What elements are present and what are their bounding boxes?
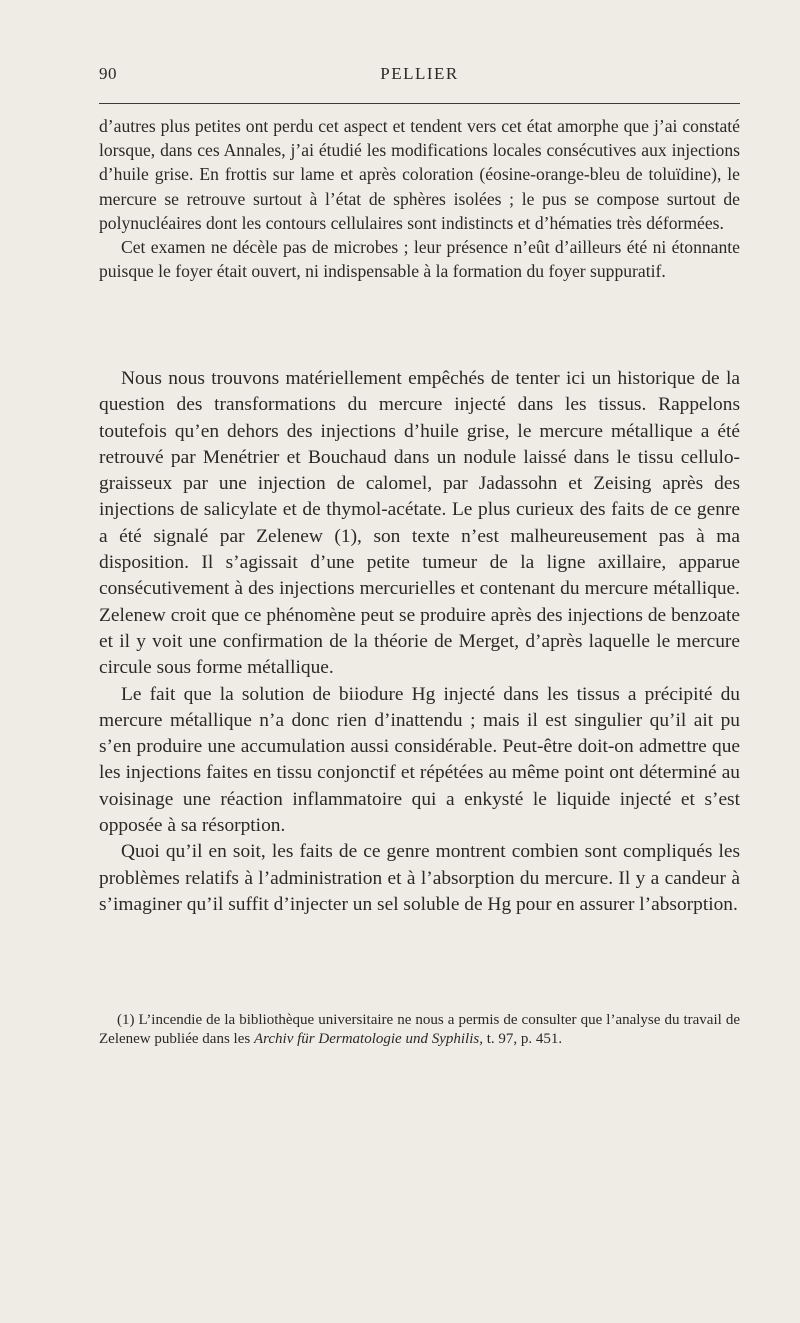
footnote-text (99, 1011, 740, 1048)
paragraph-continued: d’autres plus petites ont perdu cet aspect et tendent vers cet état amorphe que j’ai constaté lorsque, dans ces Annales, j’ai étudié les modifications locales consécutives aux injections d’huile grise. En frottis sur lame et après coloration (éosine-orange-bleu de toluïdine), le mercure se retrouve surtout à l’état de sphères isolées ; le pus se compose surtout de polynucléaires dont les contours cellulaires sont indistincts et d’hématies très déformées. (99, 116, 740, 233)
journal-title: Archiv für Dermatologie und Syphilis (253, 1030, 480, 1047)
paragraph: Cet examen ne décèle pas de microbes ; leur présence n’eût d’ailleurs été ni étonnante puisque le foyer était ouvert, ni indispensable à la formation du foyer suppuratif. (99, 237, 740, 282)
paragraph: Nous nous trouvons matériellement empêchés de tenter ici un historique de la question des transformations du mercure injecté dans les tissus. Rappelons toutefois qu’en dehors des injections d’huile grise, le mercure métallique a été retrouvé par Menétrier et Bouchaud dans un nodule laissé dans le tissu cellulo-graisseux par une injection de calomel, par Jadassohn et Zeising après des injections de salicylate et de thymol-acétate. Le plus curieux des faits de ce genre a été signalé par Zelenew (1), son texte n’est malheureusement pas à ma disposition. Il s’agissait d’une petite tumeur de la ligne axillaire, apparue consécutivement à des injections mercurielles et contenant du mercure métallique. Zelenew croit que ce phénomène peut se produire après des injections de benzoate et il y voit une confirmation de la théorie de Merget, d’après laquelle le mercure circule sous forme métallique. (99, 368, 740, 679)
body-text-top (99, 114, 740, 283)
running-head: PELLIER (380, 64, 459, 83)
paragraph: Quoi qu’il en soit, les faits de ce genre montrent combien sont compliqués les problèmes relatifs à l’administration et à l’absorption du mercure. Il y a candeur à s’imaginer qu’il suffit d’injecter un sel soluble de Hg pour en assurer l’absorption. (99, 841, 740, 915)
footnote-text-end: , t. 97, p. 451. (479, 1030, 563, 1047)
body-text-main (99, 366, 740, 918)
paragraph: Le fait que la solution de biiodure Hg injecté dans les tissus a précipité du mercure métallique n’a donc rien d’inattendu ; mais il est singulier qu’il ait pu s’en produire une accumulation aussi considérable. Peut-être doit-on admettre que les injections faites en tissu conjonctif et répétées au même point ont déterminé au voisinage une réaction inflammatoire qui a enkysté le liquide injecté et s’est opposée à sa résorption. (99, 683, 740, 837)
footnote-text-start: (1) L’incendie de la bibliothèque universitaire ne nous a permis de consulter que l’analyse du travail de Zelenew publiée dans les (99, 1012, 740, 1047)
page-number: 90 (99, 64, 117, 83)
header-rule (99, 103, 740, 104)
page-header (99, 62, 740, 92)
footnote (99, 1011, 740, 1048)
